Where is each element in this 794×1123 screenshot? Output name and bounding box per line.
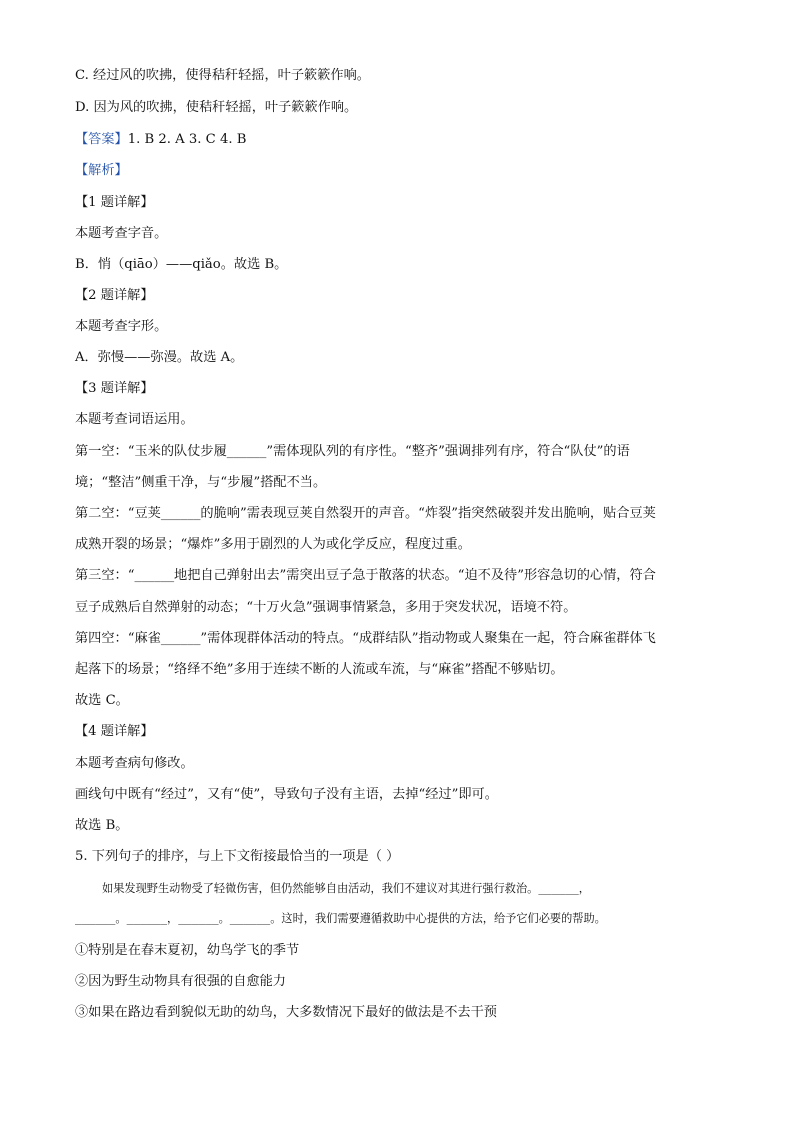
q3-heading: 【3 题详解】 [75,381,154,396]
q3-conclusion: 故选 C。 [75,693,129,708]
sentence-3: ③如果在路边看到貌似无助的幼鸟，大多数情况下最好的做法是不去干预 [75,1005,497,1020]
q1-heading: 【1 题详解】 [75,195,154,210]
passage-line-1: 如果发现野生动物受了轻微伤害，但仍然能够自由活动，我们不建议对其进行强行救治。______， [102,882,590,895]
q3-blank2-line1: 第二空：“豆荚______的脆响”需表现豆荚自然裂开的声音。“炸裂”指突然破裂并发出脆响，贴合豆荚 [75,506,656,521]
option-c: C. 经过风的吹拂，使得秸秆轻摇，叶子簌簌作响。 [75,68,370,83]
q3-blank4-line2: 起落下的场景；“络绎不绝”多用于连续不断的人流或车流，与“麻雀”搭配不够贴切。 [75,662,564,677]
q3-blank3-line1: 第三空：“______地把自己弹射出去”需突出豆子急于散落的状态。“迫不及待”形容急切的心情，符合 [75,568,656,583]
q2-heading: 【2 题详解】 [75,288,154,303]
q4-conclusion: 故选 B。 [75,818,129,833]
analysis-tag: 【解析】 [75,163,128,178]
q4-heading: 【4 题详解】 [75,724,154,739]
q2-topic: 本题考查字形。 [75,319,168,334]
q4-explanation: 画线句中既有“经过”，又有“使”，导致句子没有主语，去掉“经过”即可。 [75,787,498,802]
q3-blank1-line2: 境；“整洁”侧重干净，与“步履”搭配不当。 [75,475,327,490]
q2-explanation: A．弥慢——弥漫。故选 A。 [75,350,244,365]
answer-tag: 【答案】 [75,132,128,147]
answer-line [75,132,719,148]
q3-blank1-line1: 第一空：“玉米的队仗步履______”需体现队列的有序性。“整齐”强调排列有序，符合“队仗”的语 [75,444,630,459]
q4-topic: 本题考查病句修改。 [75,756,194,771]
q1-topic: 本题考查字音。 [75,226,168,241]
q3-topic: 本题考查词语运用。 [75,412,194,427]
q3-blank2-line2: 成熟开裂的场景；“爆炸”多用于剧烈的人为或化学反应，程度过重。 [75,537,471,552]
passage-line-2: ______。______，______。______。这时，我们需要遵循救助中心提供的方法，给予它们必要的帮助。 [75,912,606,925]
sentence-2: ②因为野生动物具有很强的自愈能力 [75,974,286,989]
q3-blank4-line1: 第四空：“麻雀______”需体现群体活动的特点。“成群结队”指动物或人聚集在一起，符合麻雀群体飞 [75,631,656,646]
option-d: D. 因为风的吹拂，使秸秆轻摇，叶子簌簌作响。 [75,100,358,115]
q3-blank3-line2: 豆子成熟后自然弹射的动态；“十万火急”强调事情紧急，多用于突发状况，语境不符。 [75,600,577,615]
sentence-1: ①特别是在春末夏初，幼鸟学飞的季节 [75,943,300,958]
q1-explanation: B．悄（qiāo）——qiǎo。故选 B。 [75,257,288,272]
question-5-stem: 5. 下列句子的排序，与上下文衔接最恰当的一项是（ ） [75,849,400,864]
answer-items: 1. B 2. A 3. C 4. B [127,132,247,147]
